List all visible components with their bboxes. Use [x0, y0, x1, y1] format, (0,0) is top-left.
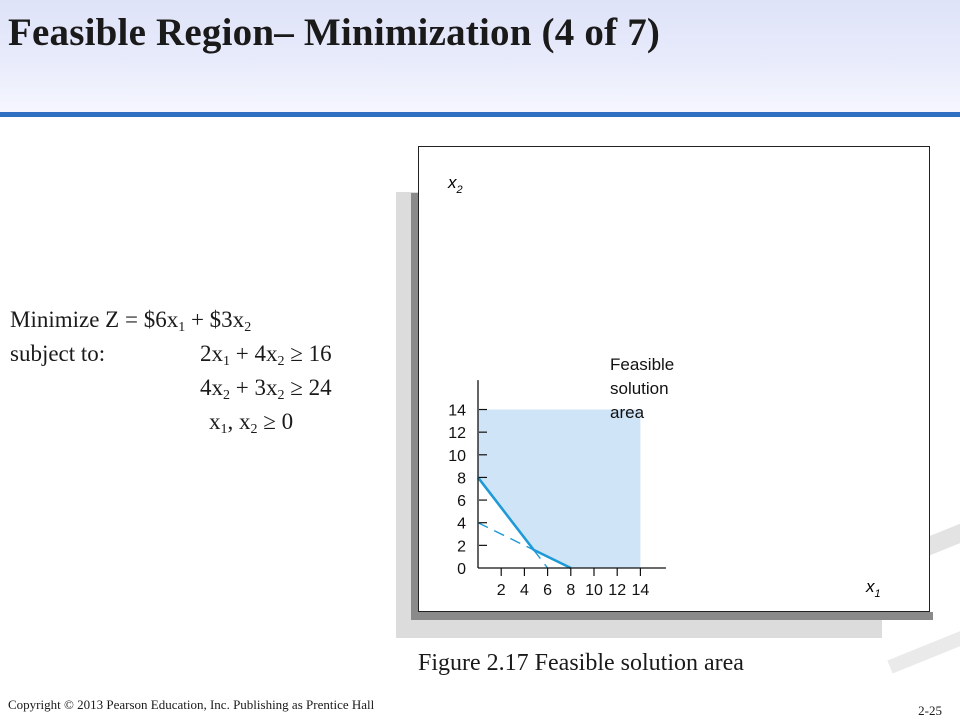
constraint-text: 2x	[200, 341, 223, 366]
x-tick-label: 10	[585, 582, 603, 599]
constraint-text: ≥ 0	[257, 409, 294, 434]
subscript: 1	[223, 354, 230, 369]
figure-shadow	[411, 612, 933, 620]
figure-background-notch	[396, 146, 418, 192]
subscript: 1	[178, 320, 186, 335]
constraint-text: + 4x	[230, 341, 278, 366]
constraint-text: ≥ 24	[284, 375, 332, 400]
x-tick-label: 4	[519, 582, 529, 599]
constraint-text: + 3x	[230, 375, 278, 400]
constraint-text: 4x	[200, 375, 223, 400]
x-tick-label: 12	[608, 582, 627, 599]
subject-to-label: subject to:	[10, 341, 106, 366]
region-label-line: solution	[610, 379, 669, 398]
subscript: 2	[277, 388, 285, 403]
y-tick-label: 14	[448, 402, 466, 420]
header-rule	[0, 112, 960, 117]
decorative-swoosh	[887, 627, 960, 674]
y-tick-label: 12	[448, 425, 466, 443]
subscript: 2	[223, 388, 230, 403]
lp-problem	[10, 303, 332, 439]
subscript: 2	[244, 320, 252, 335]
figure-caption: Figure 2.17 Feasible solution area	[418, 650, 744, 676]
constraint-2-line	[10, 371, 332, 405]
subscript: 1	[220, 422, 228, 437]
y-tick-label: 8	[457, 470, 466, 488]
y-tick-label: 2	[457, 538, 466, 556]
constraint-text: x	[209, 409, 221, 434]
constraint-1	[200, 337, 332, 371]
constraint-text: ≥ 16	[284, 341, 332, 366]
nonnegativity-constraint	[209, 405, 293, 439]
copyright-text: Copyright © 2013 Pearson Education, Inc. Publishing as Prentice Hall	[8, 697, 375, 712]
slide-title: Feasible Region– Minimization (4 of 7)	[8, 11, 661, 54]
x-tick-label: 6	[543, 582, 553, 599]
objective-text: + $3x	[185, 307, 245, 332]
region-label-line: Feasible	[610, 355, 675, 374]
objective-text: Minimize Z = $6x	[10, 307, 179, 332]
constraint-2	[200, 371, 332, 405]
region-label-line: area	[610, 403, 645, 422]
nonnegativity-line	[10, 405, 294, 439]
constraint-1-line	[10, 337, 332, 371]
y-tick-label: 6	[457, 493, 466, 511]
y-tick-label: 10	[448, 447, 466, 465]
y-tick-label: 4	[457, 515, 466, 533]
constraint-text: , x	[227, 409, 251, 434]
feasible-region	[478, 410, 640, 569]
x-tick-label: 2	[496, 582, 506, 599]
x-tick-label: 14	[631, 582, 650, 599]
feasible-region-chart	[418, 146, 930, 612]
page-number: 2-25	[918, 703, 942, 718]
region-label	[610, 355, 674, 422]
y-tick-label: 0	[457, 561, 466, 578]
subscript: 2	[277, 354, 285, 369]
objective-line	[10, 303, 251, 337]
y-axis-label: $x_2$	[448, 173, 463, 196]
x-axis-label: $x_1$	[866, 577, 881, 600]
x-tick-label: 8	[566, 582, 576, 599]
subscript: 2	[250, 422, 258, 437]
